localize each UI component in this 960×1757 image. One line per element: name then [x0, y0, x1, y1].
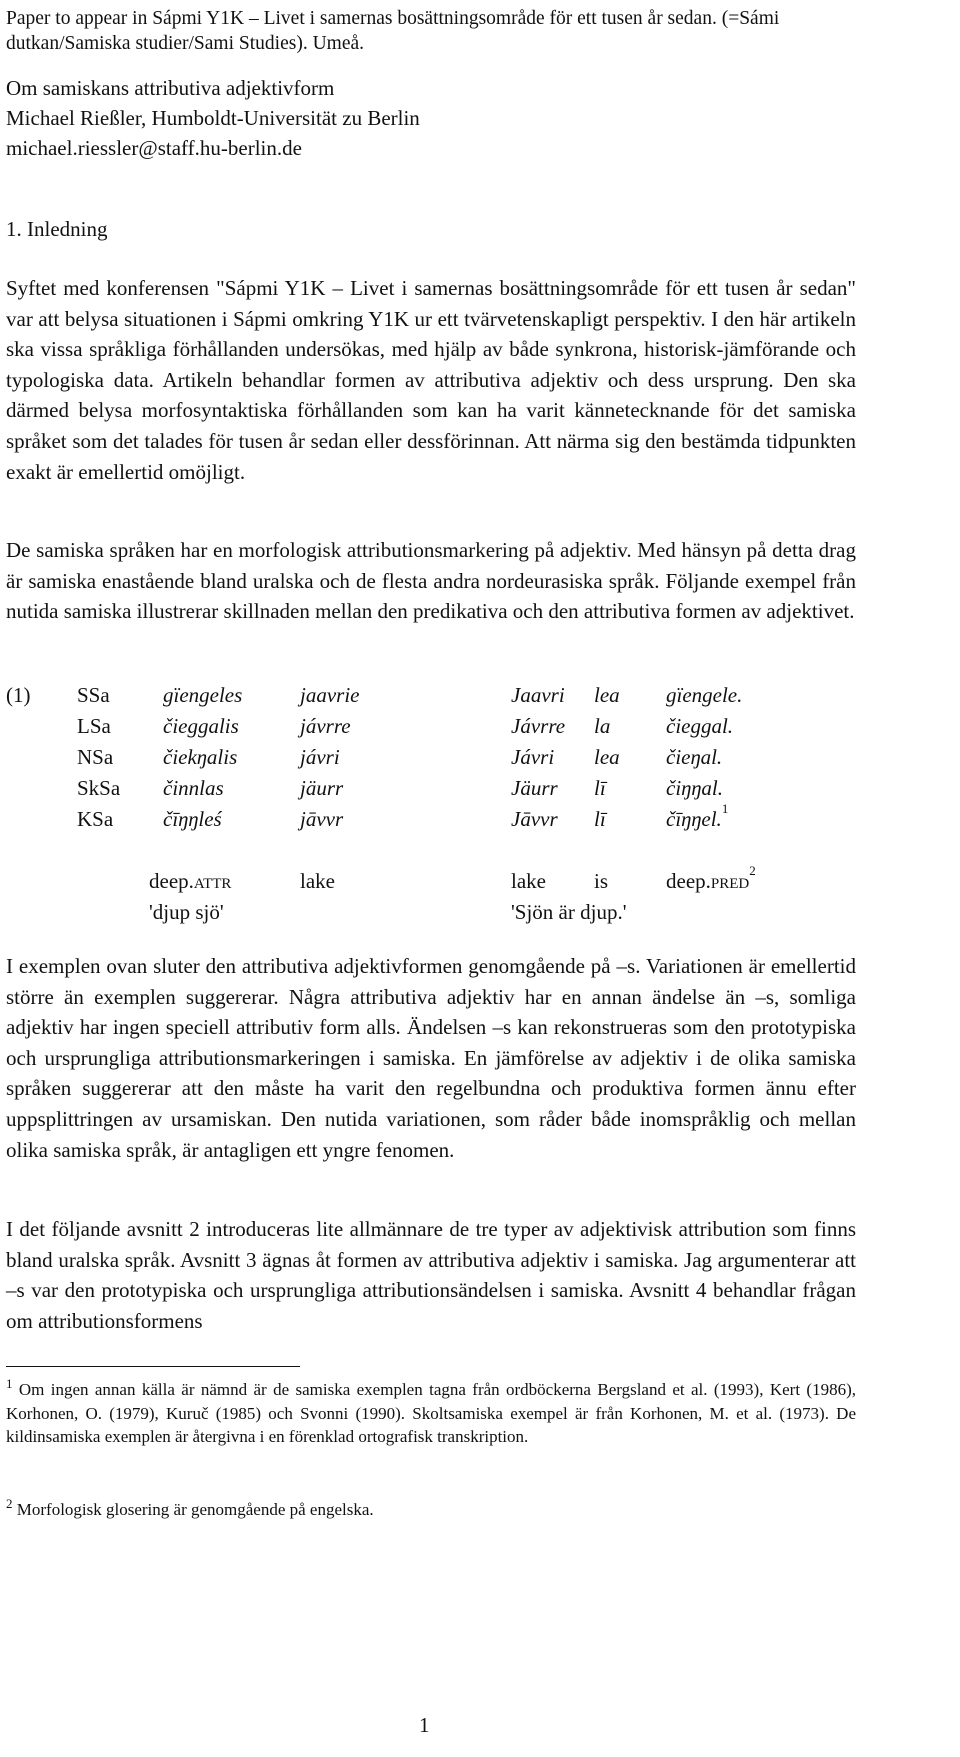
example-noun: jávri	[300, 745, 340, 769]
author-email: michael.riessler@staff.hu-berlin.de	[6, 136, 302, 160]
example-noun: jaavrie	[300, 683, 360, 707]
example-lang: NSa	[77, 745, 114, 769]
example-attr-adj: čiekŋalis	[163, 745, 238, 769]
footnote-mark: 2	[6, 1496, 13, 1511]
example-attr-adj: gïengeles	[163, 683, 243, 707]
paragraph-3: I exemplen ovan sluter den attributiva adjektivformen genomgående på –s. Variationen är emellertid större än exemplen suggererar. Några attributiva adjektiv har en annan ändelse än –s, somliga adjektiv har ingen speciell attributiv form alls. Ändelsen –s kan rekonstrueras som den prototypiska och ursprungliga attributionsmarkeringen i samiska. En jämförelse av adjektiv i de olika samiska språken suggererar att den måste ha varit den regelbundna och produktiva formen ännu efter uppsplittringen av ursamiskan. Den nutida variationen, som råder både inomspråklig och mellan olika samiska språk, är antagligen ett yngre fenomen.	[6, 954, 856, 1162]
footnote-ref-2[interactable]: 2	[749, 863, 756, 878]
footnote-2	[6, 1498, 856, 1522]
section-heading: 1. Inledning	[6, 217, 108, 241]
example-noun: jäurr	[300, 776, 344, 800]
example-pred-noun: Jāvvr	[511, 807, 558, 831]
paragraph-4: I det följande avsnitt 2 introduceras lite allmännare de tre typer av adjektivisk attribution som finns bland uralska språk. Avsnitt 3 ägnas åt formen av attributiva adjektiv i samiska. Jag argumenterar att –s var den prototypiska och ursprungliga attributionsändelsen i samiska. Avsnitt 4 behandlar frågan om attributionsformens	[6, 1217, 856, 1333]
example-number: (1)	[6, 683, 31, 707]
example-copula: lea	[594, 745, 620, 769]
translation-attr: 'djup sjö'	[149, 900, 224, 924]
gloss-pred-noun: lake	[511, 869, 546, 893]
footnote-text: Om ingen annan källa är nämnd är de samiska exemplen tagna från ordböckerna Bergsland et al. (1993), Kert (1986), Korhonen, O. (1979), Kuruč (1985) och Svonni (1990). Skoltsamiska exempel är från Korhonen, M. et al. (1973). De kildinsamiska exemplen är återgivna i en förenklad ortografisk transkription.	[6, 1380, 856, 1447]
example-lang: SSa	[77, 683, 110, 707]
example-lang: KSa	[77, 807, 114, 831]
example-copula: lī	[594, 776, 606, 800]
publication-note-line-2: dutkan/Samiska studier/Sami Studies). Umeå.	[6, 33, 364, 54]
gloss-pred-stem: deep.	[666, 869, 711, 893]
paragraph-2: De samiska språken har en morfologisk attributionsmarkering på adjektiv. Med hänsyn på detta drag är samiska enastående bland uralska och de flesta andra nordeurasiska språk. Följande exempel från nutida samiska illustrerar skillnaden mellan den predikativa och den attributiva formen av adjektivet.	[6, 538, 856, 624]
example-pred-adj: čieŋal.	[666, 745, 723, 769]
example-noun: jávrre	[300, 714, 351, 738]
example-lang: SkSa	[77, 776, 121, 800]
gloss-pred	[666, 863, 756, 894]
example-pred-adj: čīŋŋel.	[666, 807, 722, 831]
example-pred-adj: čieggal.	[666, 714, 734, 738]
author-name: Michael Rießler, Humboldt-Universität zu Berlin	[6, 106, 420, 130]
page-number: 1	[419, 1713, 430, 1737]
paragraph-1: Syftet med konferensen "Sápmi Y1K – Livet i samernas bosättningsområde för ett tusen år sedan" var att belysa situationen i Sápmi omkring Y1K ur ett tvärvetenskapligt perspektiv. I den här artikeln ska vissa språkliga förhållanden undersökas, med hjälp av både synkrona, historisk-jämförande och typologiska data. Artikeln behandlar formen av attributiva adjektiv och dess ursprung. Den ska därmed belysa morfosyntaktiska förhållanden som kan ha varit kännetecknande för det samiska språket som det talades för tusen år sedan eller dessförinnan. Att närma sig den bestämda tidpunkten exakt är emellertid omöjligt.	[6, 276, 856, 484]
translation-pred: 'Sjön är djup.'	[511, 900, 627, 924]
footnote-ref-1[interactable]: 1	[721, 801, 729, 816]
footnote-separator	[6, 1366, 300, 1367]
example-attr-adj: čieggalis	[163, 714, 239, 738]
example-pred-adj: gïengele.	[666, 683, 743, 707]
example-attr-adj: činnlas	[163, 776, 224, 800]
example-pred-noun: Jávri	[511, 745, 555, 769]
example-pred-noun: Jaavri	[511, 683, 565, 707]
publication-note-line-1: Paper to appear in Sápmi Y1K – Livet i samernas bosättningsområde för ett tusen år sedan. (=Sámi	[6, 8, 780, 29]
gloss-copula: is	[594, 869, 609, 893]
example-copula: la	[594, 714, 611, 738]
gloss-pred-tag: pred	[710, 869, 750, 893]
example-pred-adj: čiŋŋal.	[666, 776, 723, 800]
example-copula: lea	[594, 683, 620, 707]
gloss-attr-stem: deep.	[149, 869, 194, 893]
footnote-1	[6, 1378, 856, 1449]
paper-title: Om samiskans attributiva adjektivform	[6, 76, 335, 100]
example-noun: jāvvr	[300, 807, 344, 831]
example-copula: lī	[594, 807, 606, 831]
title-block	[6, 73, 856, 163]
gloss-attr	[149, 869, 231, 894]
footnote-text: Morfologisk glosering är genomgående på engelska.	[16, 1500, 374, 1519]
example-attr-adj: čīŋŋleś	[163, 807, 222, 831]
publication-note	[6, 6, 856, 56]
gloss-attr-tag: attr	[193, 869, 232, 893]
example-pred-noun: Jávrre	[511, 714, 566, 738]
footnote-mark: 1	[6, 1376, 13, 1391]
example-lang: LSa	[77, 714, 111, 738]
example-pred-adj-with-note	[666, 801, 729, 832]
example-pred-noun: Jäurr	[511, 776, 558, 800]
gloss-noun: lake	[300, 869, 335, 893]
